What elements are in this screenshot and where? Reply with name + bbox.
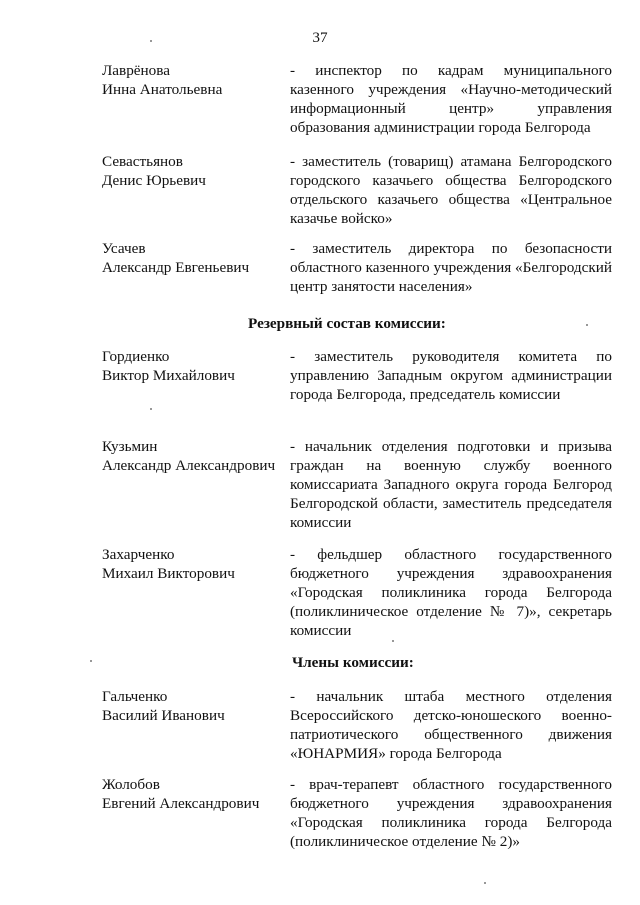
- person-role: - заместитель руководителя комитета по управлению Западным округом администрации города Белгорода, председатель комиссии: [290, 348, 612, 403]
- given-names: Денис Юрьевич: [102, 172, 206, 189]
- given-names: Виктор Михайлович: [102, 367, 235, 384]
- scan-speck: [90, 660, 92, 662]
- surname: Захарченко: [102, 546, 175, 563]
- person-role: - начальник штаба местного отделения Всероссийского детско-юношеского военно-патриотического общественного движения «ЮНАРМИЯ» города Белгорода: [290, 688, 612, 762]
- person-name: [102, 687, 287, 725]
- person-name: [102, 61, 287, 99]
- given-names: Александр Евгеньевич: [102, 259, 250, 276]
- person-name: [102, 437, 287, 475]
- person-role: - заместитель (товарищ) атамана Белгородского городского казачьего общества Белгородского отдельского казачьего общества «Центральное казачье войско»: [290, 153, 612, 227]
- person-role: - инспектор по кадрам муниципального казенного учреждения «Научно-методический информационный центр» управления образования администрации города Белгорода: [290, 62, 612, 136]
- members-heading: Члены комиссии:: [292, 654, 414, 671]
- given-names: Михаил Викторович: [102, 565, 235, 582]
- surname: Лаврёнова: [102, 62, 170, 79]
- surname: Севастьянов: [102, 153, 183, 170]
- surname: Гордиенко: [102, 348, 170, 365]
- person-role: - фельдшер областного государственного бюджетного учреждения здравоохранения «Городская поликлиника города Белгорода (поликлиническое отделение № 7)», секретарь комиссии: [290, 546, 612, 639]
- person-role: - заместитель директора по безопасности областного казенного учреждения «Белгородский центр занятости населения»: [290, 240, 612, 295]
- surname: Кузьмин: [102, 438, 158, 455]
- person-name: [102, 775, 287, 813]
- scan-speck: [484, 882, 486, 884]
- given-names: Василий Иванович: [102, 707, 225, 724]
- given-names: Евгений Александрович: [102, 795, 260, 812]
- reserve-heading: Резервный состав комиссии:: [248, 315, 446, 332]
- person-name: [102, 239, 287, 277]
- person-name: [102, 545, 287, 583]
- scan-speck: [150, 408, 152, 410]
- scan-speck: [150, 40, 152, 42]
- person-name: [102, 347, 287, 385]
- scan-speck: [392, 640, 394, 642]
- scan-speck: [586, 324, 588, 326]
- surname: Гальченко: [102, 688, 168, 705]
- surname: Усачев: [102, 240, 146, 257]
- person-role: - начальник отделения подготовки и призыва граждан на военную службу военного комиссариата Западного округа города Белгород Белгородской области, заместитель председателя комиссии: [290, 438, 612, 531]
- person-role: - врач-терапевт областного государственного бюджетного учреждения здравоохранения «Городская поликлиника города Белгорода (поликлиническое отделение № 2)»: [290, 776, 612, 850]
- page-number: 37: [312, 29, 328, 46]
- given-names: Инна Анатольевна: [102, 81, 223, 98]
- person-name: [102, 152, 287, 190]
- given-names: Александр Александрович: [102, 457, 276, 474]
- surname: Жолобов: [102, 776, 160, 793]
